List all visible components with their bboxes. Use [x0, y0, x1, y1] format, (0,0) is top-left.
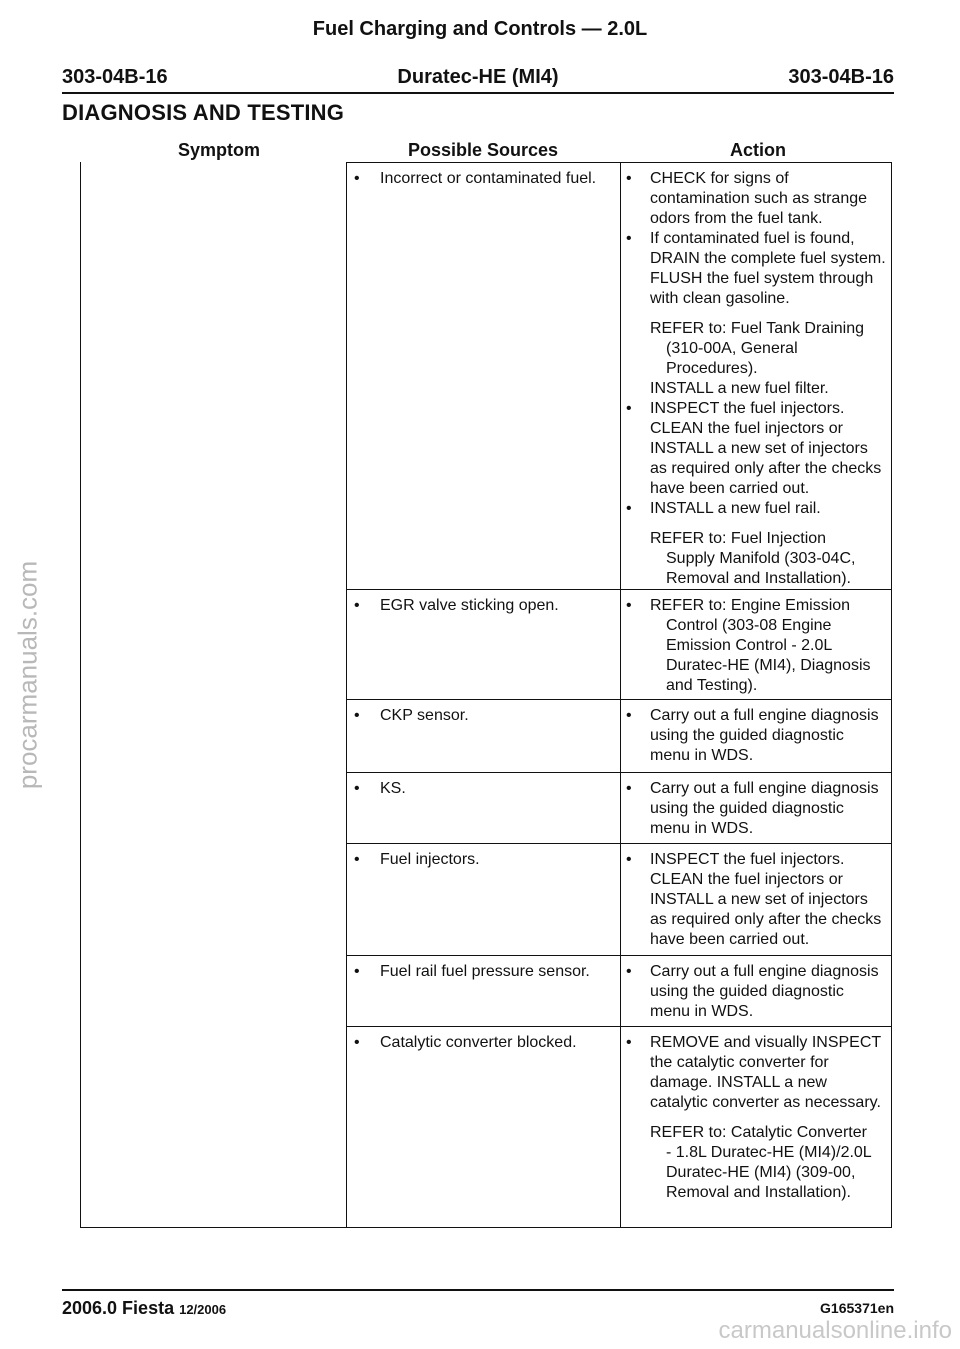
reference — [650, 1123, 888, 1203]
action-list — [626, 596, 888, 696]
action-followup: INSTALL a new fuel filter. — [650, 380, 829, 397]
column-header-symptom: Symptom — [178, 140, 261, 160]
source-text: Fuel injectors. — [380, 851, 480, 868]
action-item — [626, 229, 888, 399]
footer-date: 12/2006 — [179, 1302, 227, 1317]
table-right-border — [891, 162, 892, 1228]
action-text: INSPECT the fuel injectors. CLEAN the fuel injectors or INSTALL a new set of injectors as required only after the checks have been carried out. — [650, 851, 882, 948]
table-divider-sources — [346, 162, 347, 1228]
action-list — [626, 706, 888, 766]
table-row-divider — [346, 589, 892, 590]
header-rule — [62, 92, 894, 94]
source-item — [354, 706, 620, 726]
reference — [650, 319, 888, 379]
bullet: • — [626, 230, 632, 247]
reference — [650, 529, 888, 589]
action-text: REMOVE and visually INSPECT the catalytic converter for damage. INSTALL a new catalytic converter as necessary. — [650, 1034, 881, 1111]
table-divider-action — [620, 162, 621, 1228]
source-text: CKP sensor. — [380, 707, 469, 724]
table-row-divider — [346, 1026, 892, 1027]
page-number-left: 303-04B-16 — [62, 66, 168, 88]
bullet: • — [626, 400, 632, 417]
side-watermark — [8, 500, 48, 850]
side-watermark-text: procarmanuals.com — [12, 560, 43, 790]
page-header-row — [62, 66, 894, 90]
footer-model-name: 2006.0 Fiesta — [62, 1298, 175, 1318]
bullet: • — [626, 780, 632, 797]
action-list — [626, 1033, 888, 1203]
reference-detail: (310-00A, General Procedures). — [666, 340, 798, 377]
action-text: Carry out a full engine diagnosis using the guided diagnostic menu in WDS. — [650, 780, 879, 837]
action-text: CHECK for signs of contamination such as strange odors from the fuel tank. — [650, 170, 868, 227]
table-row-divider — [346, 699, 892, 700]
bullet: • — [354, 780, 360, 797]
page-header-title: Fuel Charging and Controls — 2.0L — [312, 18, 648, 40]
source-text: Incorrect or contaminated fuel. — [380, 170, 597, 187]
table-row-divider — [346, 843, 892, 844]
source-text: Fuel rail fuel pressure sensor. — [380, 963, 590, 980]
action-text: INSPECT the fuel injectors. CLEAN the fuel injectors or INSTALL a new set of injectors as required only after the checks have been carried out. — [650, 400, 882, 497]
table-row-divider — [346, 955, 892, 956]
bullet: • — [626, 851, 632, 868]
action-item — [626, 596, 888, 696]
action-list — [626, 850, 888, 950]
action-item — [626, 169, 888, 229]
action-list — [626, 169, 888, 589]
reference-line: REFER to: Fuel Injection — [650, 530, 827, 547]
action-text: If contaminated fuel is found, DRAIN the complete fuel system. FLUSH the fuel system through with clean gasoline. — [650, 230, 886, 307]
action-text: Carry out a full engine diagnosis using the guided diagnostic menu in WDS. — [650, 963, 879, 1020]
footer-code: G165371en — [820, 1300, 894, 1316]
bullet: • — [626, 597, 632, 614]
bullet: • — [626, 707, 632, 724]
source-text: KS. — [380, 780, 406, 797]
source-item — [354, 850, 620, 870]
bullet: • — [626, 500, 632, 517]
reference-line: REFER to: Catalytic Converter — [650, 1124, 867, 1141]
bullet: • — [354, 707, 360, 724]
footer-rule — [62, 1289, 894, 1291]
action-item — [626, 399, 888, 499]
action-item — [626, 962, 888, 1022]
bottom-watermark: carmanualsonline.info — [718, 1317, 952, 1344]
bullet: • — [626, 963, 632, 980]
bullet: • — [354, 1034, 360, 1051]
action-item — [626, 706, 888, 766]
page-header-subtitle: Duratec-HE (MI4) — [397, 66, 559, 88]
table-row-divider — [346, 772, 892, 773]
bullet: • — [626, 1034, 632, 1051]
table-left-border — [80, 162, 81, 1228]
reference-line: REFER to: Fuel Tank Draining — [650, 320, 865, 337]
bullet: • — [626, 170, 632, 187]
action-list — [626, 962, 888, 1022]
table-row-divider — [346, 162, 892, 163]
section-title: DIAGNOSIS AND TESTING — [62, 100, 345, 125]
column-header-action: Action — [730, 140, 786, 160]
action-item — [626, 499, 888, 589]
reference-detail: Supply Manifold (303-04C, Removal and Installation). — [666, 550, 856, 587]
action-item — [626, 1033, 888, 1203]
footer-model — [62, 1298, 226, 1319]
source-item — [354, 1033, 620, 1053]
source-text: EGR valve sticking open. — [380, 597, 559, 614]
bullet: • — [354, 963, 360, 980]
source-item — [354, 169, 620, 189]
source-item — [354, 779, 620, 799]
action-text: INSTALL a new fuel rail. — [650, 500, 821, 517]
bullet: • — [354, 851, 360, 868]
reference-detail: - 1.8L Duratec-HE (MI4)/2.0L Duratec-HE (MI4) (309-00, Removal and Installation). — [666, 1144, 872, 1201]
column-header-sources: Possible Sources — [408, 140, 559, 160]
action-text: REFER to: Engine Emission — [650, 597, 851, 614]
bullet: • — [354, 170, 360, 187]
action-item — [626, 779, 888, 839]
table-bottom-border — [80, 1227, 892, 1228]
reference-detail: Control (303-08 Engine Emission Control - 2.0L Duratec-HE (MI4), Diagnosis and Testing). — [666, 617, 871, 694]
action-text: Carry out a full engine diagnosis using the guided diagnostic menu in WDS. — [650, 707, 879, 764]
source-text: Catalytic converter blocked. — [380, 1034, 577, 1051]
action-list — [626, 779, 888, 839]
bullet: • — [354, 597, 360, 614]
source-item — [354, 962, 620, 982]
source-item — [354, 596, 620, 616]
page-number-right: 303-04B-16 — [788, 66, 894, 88]
action-item — [626, 850, 888, 950]
